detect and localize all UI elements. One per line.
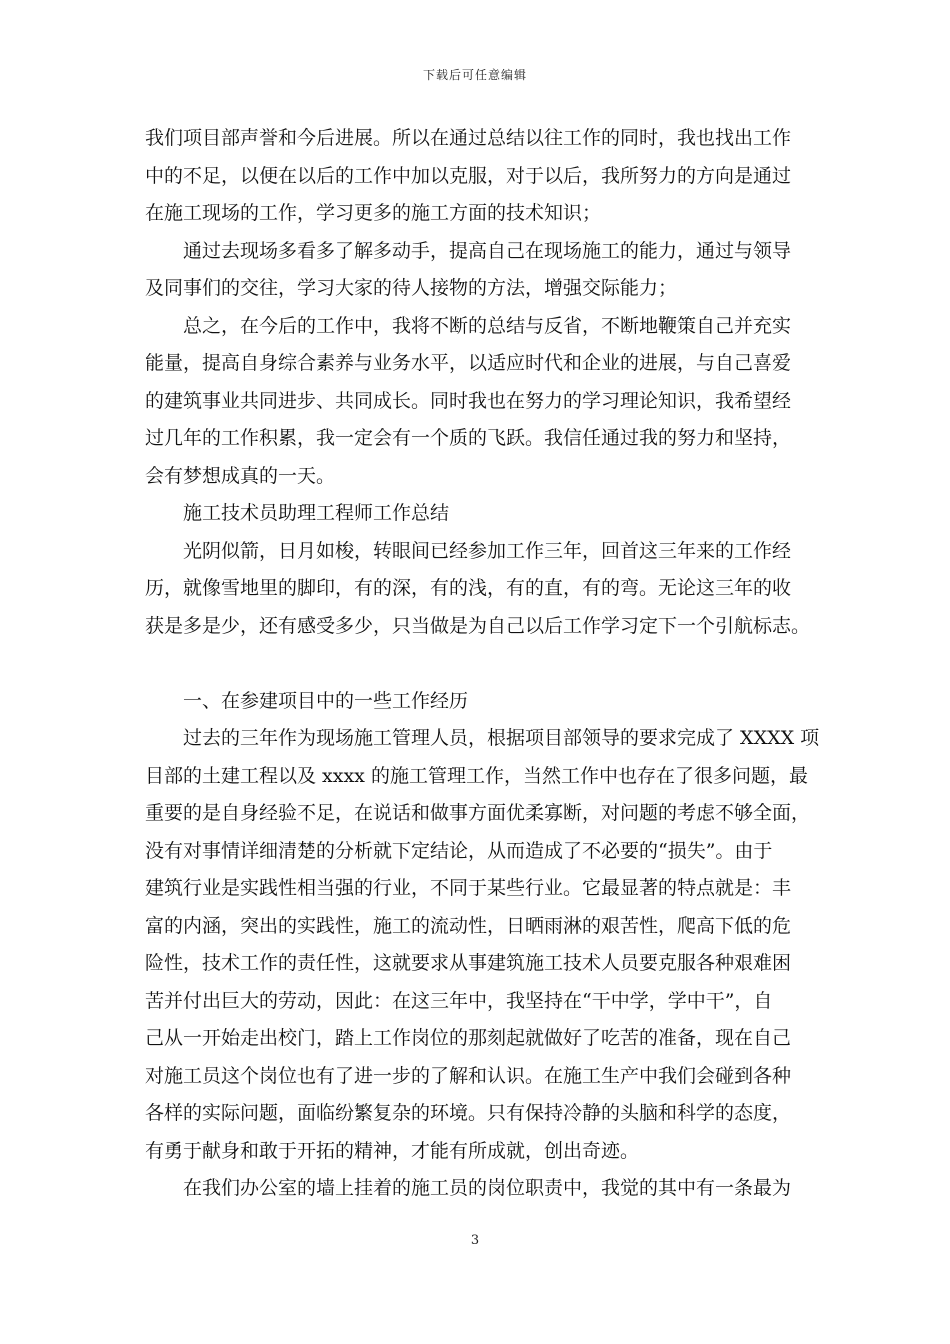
document-body (145, 120, 820, 1208)
body-line: 光阴似箭，日月如梭，转眼间已经参加工作三年，回首这三年来的工作经 (183, 539, 792, 562)
body-line: 苦并付出巨大的劳动，因此：在这三年中，我坚持在“干中学，学中干”，自 (145, 989, 773, 1012)
body-line: 过几年的工作积累，我一定会有一个质的飞跃。我信任通过我的努力和坚持， (145, 427, 792, 449)
body-line: 在施工现场的工作，学习更多的施工方面的技术知识； (145, 202, 602, 224)
body-line: 有勇于献身和敢于开拓的精神，才能有所成就，创出奇迹。 (145, 1139, 640, 1162)
page-header: 下载后可任意编辑 (422, 68, 527, 82)
body-line: 建筑行业是实践性相当强的行业，不同于某些行业。它最显著的特点就是：丰 (145, 877, 792, 899)
body-line: 获是多是少，还有感受多少，只当做是为自己以后工作学习定下一个引航标志。 (145, 614, 811, 637)
body-line: 没有对事情详细清楚的分析就下定结论，从而造成了不必要的“损失”。由于 (145, 839, 773, 862)
body-line: 对施工员这个岗位也有了进一步的了解和认识。在施工生产中我们会碰到各种 (145, 1064, 792, 1087)
body-line: 总之，在今后的工作中，我将不断的总结与反省，不断地鞭策自己并充实 (183, 314, 792, 337)
page-number: 3 (470, 1233, 480, 1248)
body-line: 能量，提高自身综合素养与业务水平，以适应时代和企业的进展，与自己喜爱 (145, 352, 792, 374)
body-line: 的建筑事业共同进步、共同成长。同时我也在努力的学习理论知识，我希望经 (145, 389, 792, 412)
body-line: 中的不足，以便在以后的工作中加以克服，对于以后，我所努力的方向是通过 (145, 164, 792, 187)
body-line: 险性，技术工作的责任性，这就要求从事建筑施工技术人员要克服各种艰难困 (145, 952, 792, 974)
body-line: 我们项目部声誉和今后进展。所以在通过总结以往工作的同时，我也找出工作 (145, 127, 792, 149)
body-line: 目部的土建工程以及 xxxx 的施工管理工作，当然工作中也存在了很多问题，最 (145, 764, 808, 787)
body-line: 及同事们的交往，学习大家的待人接物的方法，增强交际能力； (145, 277, 678, 299)
blank-line (145, 645, 813, 683)
section-title: 施工技术员助理工程师工作总结 (183, 502, 450, 524)
body-line: 通过去现场多看多了解多动手，提高自己在现场施工的能力，通过与领导 (183, 239, 792, 262)
body-line: 重要的是自身经验不足，在说话和做事方面优柔寡断，对问题的考虑不够全面， (145, 802, 811, 824)
body-line: 己从一开始走出校门，踏上工作岗位的那刻起就做好了吃苦的准备，现在自己 (145, 1027, 792, 1049)
section-heading: 一、在参建项目中的一些工作经历 (183, 689, 469, 712)
body-line: 过去的三年作为现场施工管理人员，根据项目部领导的要求完成了 XXXX 项 (183, 727, 820, 749)
body-line: 在我们办公室的墙上挂着的施工员的岗位职责中，我觉的其中有一条最为 (183, 1177, 792, 1199)
body-line: 历，就像雪地里的脚印，有的深，有的浅，有的直，有的弯。无论这三年的收 (145, 577, 792, 599)
body-line: 富的内涵，突出的实践性，施工的流动性，日晒雨淋的艰苦性，爬高下低的危 (145, 914, 792, 937)
body-line: 会有梦想成真的一天。 (145, 464, 336, 487)
body-line: 各样的实际问题，面临纷繁复杂的环境。只有保持冷静的头脑和科学的态度， (145, 1102, 792, 1124)
